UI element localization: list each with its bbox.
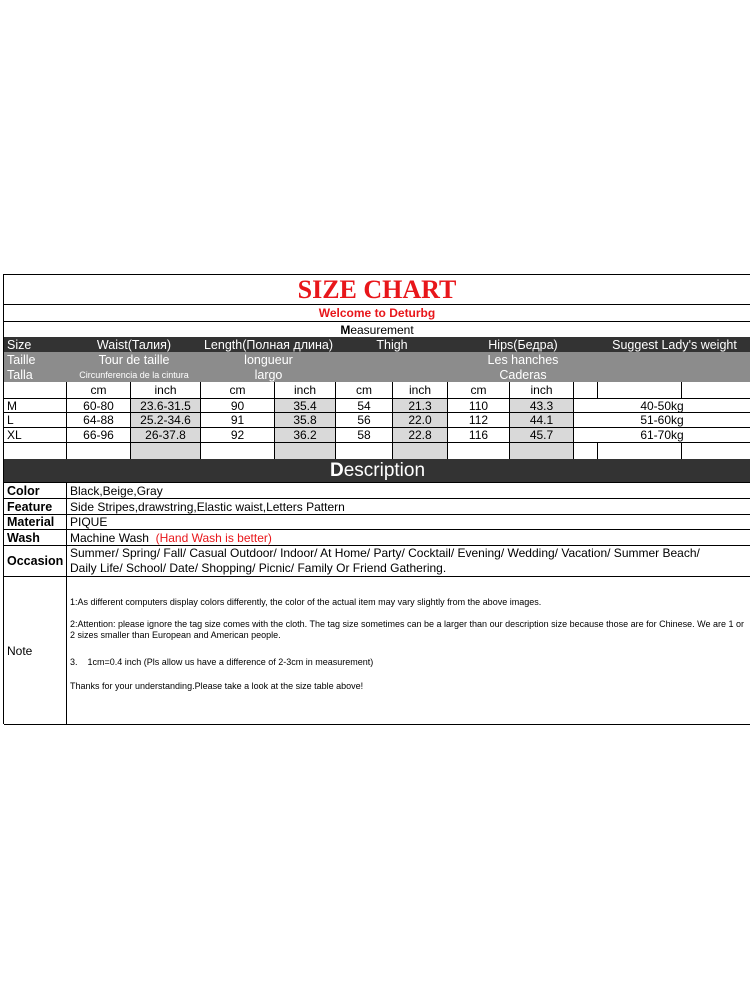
welcome-row (4, 305, 750, 322)
note-3-number: 3. (70, 657, 78, 667)
hips-inch-cell: 45.7 (510, 428, 574, 442)
thigh-cm-cell: 54 (336, 399, 393, 412)
note-label: Note (4, 577, 67, 724)
length-inch-cell: 35.8 (275, 413, 336, 427)
note-2: 2:Attention: please ignore the tag size comes with the cloth. The tag size sometimes can be a larger than our description size because those are for Chinese. We are 1 or 2 sizes smaller than European and American people. (70, 619, 745, 640)
unit-hips-inch: inch (510, 382, 574, 398)
note-row (4, 577, 750, 725)
measurement-rest: easurement (350, 322, 414, 337)
header-waist-fr: Tour de taille (67, 352, 201, 367)
unit-length-cm: cm (201, 382, 275, 398)
empty-cell (67, 443, 131, 459)
header-waist: Waist(Талия) (67, 337, 201, 352)
thigh-cm-cell: 56 (336, 413, 393, 427)
color-row (4, 483, 750, 499)
length-cm-cell: 92 (201, 428, 275, 442)
material-row (4, 515, 750, 530)
unit-thigh-cm: cm (336, 382, 393, 398)
hips-inch-cell: 43.3 (510, 399, 574, 412)
length-inch-cell: 35.4 (275, 399, 336, 412)
length-cm-cell: 90 (201, 399, 275, 412)
occasion-label: Occasion (4, 546, 67, 576)
size-cell: M (4, 399, 67, 412)
weight-cell: 61-70kg (574, 428, 750, 442)
length-inch-cell: 36.2 (275, 428, 336, 442)
header-size-fr: Taille (4, 352, 67, 367)
weight-cell: 51-60kg (574, 413, 750, 427)
thigh-inch-cell: 21.3 (393, 399, 448, 412)
size-chart-sheet (3, 274, 750, 724)
empty-cell (448, 443, 510, 459)
waist-cm-cell: 64-88 (67, 413, 131, 427)
header-length-es: largo (201, 367, 336, 382)
thigh-cm-cell: 58 (336, 428, 393, 442)
unit-thigh-inch: inch (393, 382, 448, 398)
unit-waist-cm: cm (67, 382, 131, 398)
wash-row (4, 530, 750, 546)
empty-cell (131, 443, 201, 459)
unit-waist-inch: inch (131, 382, 201, 398)
feature-label: Feature (4, 499, 67, 514)
length-cm-cell: 91 (201, 413, 275, 427)
header-hips: Hips(Бедра) (448, 337, 598, 352)
size-cell: L (4, 413, 67, 427)
material-value: PIQUE (67, 515, 750, 529)
wash-label: Wash (4, 530, 67, 545)
empty-cell (682, 443, 750, 459)
size-row (4, 428, 750, 443)
occasion-value (67, 546, 750, 576)
size-row (4, 413, 750, 428)
header-thigh: Thigh (336, 337, 448, 352)
note-content (67, 577, 750, 724)
waist-inch-cell: 25.2-34.6 (131, 413, 201, 427)
wash-value (67, 530, 750, 545)
description-rest: escription (343, 459, 426, 481)
size-chart-title: SIZE CHART (4, 275, 750, 304)
header-row-en (4, 337, 750, 352)
measurement-initial: M (340, 322, 351, 337)
wash-note: (Hand Wash is better) (155, 530, 272, 545)
hips-cm-cell: 110 (448, 399, 510, 412)
header-length-fr: longueur (201, 352, 336, 367)
occasion-line-2: Daily Life/ School/ Date/ Shopping/ Picnic/ Family Or Friend Gathering. (70, 561, 447, 575)
unit-hips-cm: cm (448, 382, 510, 398)
empty-cell (393, 443, 448, 459)
header-hips-es: Caderas (448, 367, 598, 382)
waist-cm-cell: 66-96 (67, 428, 131, 442)
waist-inch-cell: 26-37.8 (131, 428, 201, 442)
description-banner (4, 459, 750, 483)
description-initial: D (329, 459, 344, 481)
unit-blank (574, 382, 598, 398)
weight-cell: 40-50kg (574, 399, 750, 412)
header-size: Size (4, 337, 67, 352)
size-cell: XL (4, 428, 67, 442)
hips-inch-cell: 44.1 (510, 413, 574, 427)
units-blank (4, 382, 67, 398)
measurement-heading (4, 322, 750, 337)
note-3-text: 1cm=0.4 inch (Pls allow us have a difference of 2-3cm in measurement) (87, 657, 374, 667)
header-hips-fr: Les hanches (448, 352, 598, 367)
measurement-row (4, 322, 750, 337)
occasion-row (4, 546, 750, 577)
waist-inch-cell: 23.6-31.5 (131, 399, 201, 412)
description-heading (4, 459, 750, 482)
thigh-inch-cell: 22.8 (393, 428, 448, 442)
waist-cm-cell: 60-80 (67, 399, 131, 412)
occasion-line-1: Summer/ Spring/ Fall/ Casual Outdoor/ Indoor/ At Home/ Party/ Cocktail/ Evening/ Wedding/ Vacation/ Summer Beach/ (70, 546, 700, 560)
empty-cell (275, 443, 336, 459)
units-row (4, 382, 750, 399)
unit-weight-a (598, 382, 682, 398)
hips-cm-cell: 112 (448, 413, 510, 427)
header-weight: Suggest Lady's weight (598, 337, 750, 352)
title-row (4, 275, 750, 305)
empty-cell (574, 443, 598, 459)
empty-cell (336, 443, 393, 459)
material-label: Material (4, 515, 67, 529)
empty-cell (4, 443, 67, 459)
note-1: 1:As different computers display colors differently, the color of the actual item may vary slightly from the above images. (70, 597, 542, 607)
header-size-es: Talla (4, 367, 67, 382)
hips-cm-cell: 116 (448, 428, 510, 442)
feature-value: Side Stripes,drawstring,Elastic waist,Letters Pattern (67, 499, 750, 514)
welcome-text: Welcome to Deturbg (4, 305, 750, 321)
wash-method: Machine Wash (70, 530, 149, 545)
header-length: Length(Полная длина) (201, 337, 336, 352)
header-row-es (4, 367, 750, 382)
header-row-fr (4, 352, 750, 367)
note-3 (70, 657, 746, 668)
empty-cell (598, 443, 682, 459)
empty-cell (201, 443, 275, 459)
color-label: Color (4, 483, 67, 498)
feature-row (4, 499, 750, 515)
size-row-empty (4, 443, 750, 459)
unit-length-inch: inch (275, 382, 336, 398)
note-4: Thanks for your understanding.Please take a look at the size table above! (70, 681, 364, 691)
unit-weight-b (682, 382, 750, 398)
color-value: Black,Beige,Gray (67, 483, 750, 498)
header-waist-es: Circunferencia de la cintura (67, 367, 201, 382)
thigh-inch-cell: 22.0 (393, 413, 448, 427)
size-row (4, 399, 750, 413)
empty-cell (510, 443, 574, 459)
